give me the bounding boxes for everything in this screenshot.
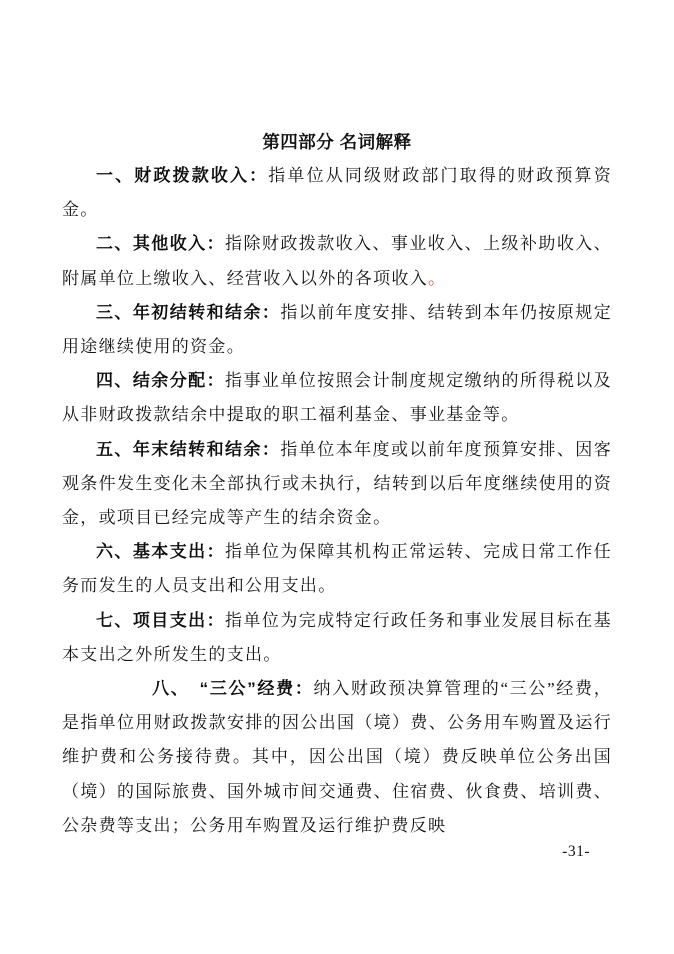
term-definition: 指单位从同级财政部门取得的财政预算资金。: [62, 166, 612, 220]
term-paragraph: [62, 604, 612, 672]
term-label: 三、年初结转和结余：: [96, 302, 281, 322]
term-paragraph: [62, 227, 612, 295]
term-definition: 指以前年度安排、结转到本年仍按原规定用途继续使用的资金。: [62, 302, 613, 357]
term-paragraph: [62, 535, 612, 603]
term-label: 七、项目支出：: [96, 610, 226, 630]
document-content: [62, 125, 612, 843]
term-label: 六、基本支出：: [96, 542, 226, 562]
page-number: -31-: [562, 843, 590, 860]
term-definition: 指除财政拨款收入、事业收入、上级补助收入、附属单位上缴收入、经营收入以外的各项收入: [62, 234, 612, 288]
term-paragraph: [62, 433, 612, 536]
red-period-mark: 。: [428, 268, 447, 288]
term-definition: 指单位为完成特定行政任务和事业发展目标在基本支出之外所发生的支出。: [62, 610, 612, 664]
term-paragraph: [62, 672, 612, 843]
term-label: 八、 “三公”经费：: [96, 679, 314, 699]
terms-list: [62, 159, 612, 843]
term-definition: 指单位本年度或以前年度预算安排、因客观条件发生变化未全部执行或未执行，结转到以后年度继续使用的资金，或项目已经完成等产生的结余资金。: [62, 439, 613, 528]
term-label: 二、其他收入：: [96, 234, 226, 254]
term-paragraph: [62, 364, 612, 432]
term-label: 四、结余分配：: [96, 371, 226, 391]
term-definition: 指事业单位按照会计制度规定缴纳的所得税以及从非财政拨款结余中提取的职工福利基金、事业基金等。: [62, 371, 612, 425]
term-paragraph: [62, 296, 612, 364]
term-label: 五、年末结转和结余：: [96, 439, 281, 459]
term-label: 一、财政拨款收入：: [96, 166, 269, 185]
term-definition: 指单位为保障其机构正常运转、完成日常工作任务而发生的人员支出和公用支出。: [62, 542, 612, 596]
term-definition: 纳入财政预决算管理的“三公”经费，是指单位用财政拨款安排的因公出国（境）费、公务用车购置及运行维护费和公务接待费。其中，因公出国（境）费反映单位公务出国（境）的国际旅费、国外城市间交通费、住宿费、伙食费、培训费、公杂费等支出；公务用车购置及运行维护费反映: [62, 679, 612, 835]
term-paragraph: [62, 159, 612, 227]
page-title: 第四部分 名词解释: [262, 132, 412, 152]
